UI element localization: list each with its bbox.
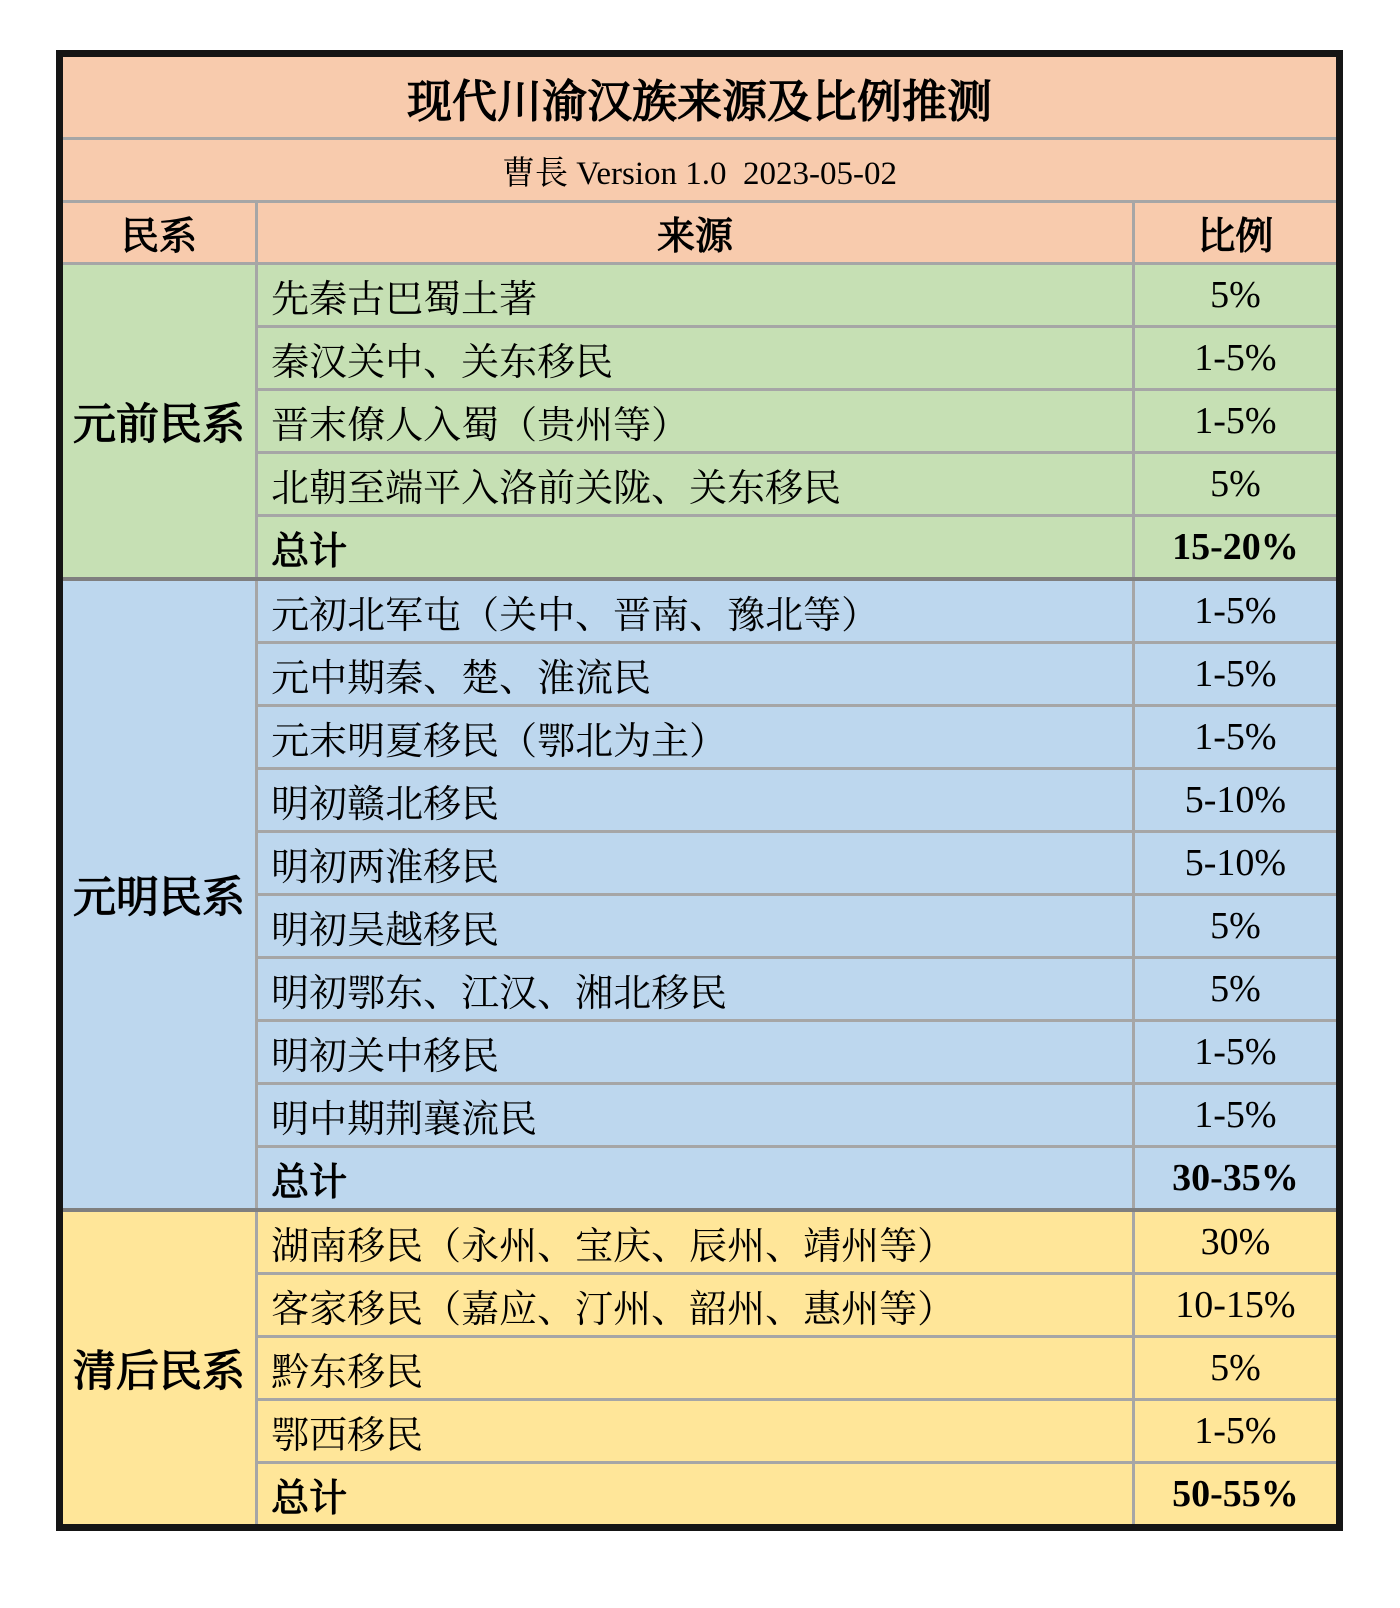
source-cell: 元初北军屯（关中、晋南、豫北等） — [257, 579, 1134, 643]
column-header-group: 民系 — [60, 202, 257, 264]
group-cell-yuan-ming: 元明民系 — [60, 579, 257, 1210]
ratio-cell: 5% — [1133, 264, 1339, 327]
origin-proportion-table-wrap — [56, 50, 1343, 1531]
ratio-cell: 5-10% — [1133, 832, 1339, 895]
section-pre-yuan — [60, 264, 1340, 580]
source-cell: 明初鄂东、江汉、湘北移民 — [257, 958, 1134, 1021]
column-header-source: 来源 — [257, 202, 1134, 264]
group-cell-post-qing: 清后民系 — [60, 1210, 257, 1528]
ratio-cell: 1-5% — [1133, 1021, 1339, 1084]
table-row — [60, 1210, 1340, 1274]
ratio-cell: 1-5% — [1133, 1084, 1339, 1147]
ratio-cell: 5-10% — [1133, 769, 1339, 832]
table-row — [60, 579, 1340, 643]
ratio-cell: 10-15% — [1133, 1274, 1339, 1337]
ratio-cell: 1-5% — [1133, 643, 1339, 706]
source-cell: 鄂西移民 — [257, 1400, 1134, 1463]
ratio-cell: 5% — [1133, 895, 1339, 958]
group-cell-pre-yuan: 元前民系 — [60, 264, 257, 580]
source-cell: 元中期秦、楚、淮流民 — [257, 643, 1134, 706]
source-cell: 先秦古巴蜀土著 — [257, 264, 1134, 327]
source-cell: 元末明夏移民（鄂北为主） — [257, 706, 1134, 769]
table-row — [60, 264, 1340, 327]
column-header-ratio: 比例 — [1133, 202, 1339, 264]
table-subtitle: 曹長 Version 1.0 2023-05-02 — [60, 139, 1340, 202]
section-yuan-ming — [60, 579, 1340, 1210]
total-ratio: 50-55% — [1133, 1463, 1339, 1528]
ratio-cell: 5% — [1133, 453, 1339, 516]
column-header-row — [60, 202, 1340, 264]
source-cell: 秦汉关中、关东移民 — [257, 327, 1134, 390]
source-cell: 晋末僚人入蜀（贵州等） — [257, 390, 1134, 453]
total-ratio: 30-35% — [1133, 1147, 1339, 1211]
source-cell: 黔东移民 — [257, 1337, 1134, 1400]
source-cell: 明初两淮移民 — [257, 832, 1134, 895]
ratio-cell: 5% — [1133, 958, 1339, 1021]
source-cell: 明初关中移民 — [257, 1021, 1134, 1084]
ratio-cell: 30% — [1133, 1210, 1339, 1274]
ratio-cell: 1-5% — [1133, 706, 1339, 769]
source-cell: 明中期荆襄流民 — [257, 1084, 1134, 1147]
source-cell: 明初赣北移民 — [257, 769, 1134, 832]
source-cell: 北朝至端平入洛前关陇、关东移民 — [257, 453, 1134, 516]
total-label: 总计 — [257, 1463, 1134, 1528]
total-ratio: 15-20% — [1133, 516, 1339, 580]
source-cell: 明初吴越移民 — [257, 895, 1134, 958]
title-row — [60, 54, 1340, 139]
source-cell: 客家移民（嘉应、汀州、韶州、惠州等） — [257, 1274, 1134, 1337]
ratio-cell: 1-5% — [1133, 390, 1339, 453]
total-label: 总计 — [257, 1147, 1134, 1211]
ratio-cell: 5% — [1133, 1337, 1339, 1400]
origin-proportion-table — [56, 50, 1343, 1531]
ratio-cell: 1-5% — [1133, 579, 1339, 643]
table-title: 现代川渝汉族来源及比例推测 — [60, 54, 1340, 139]
total-label: 总计 — [257, 516, 1134, 580]
source-cell: 湖南移民（永州、宝庆、辰州、靖州等） — [257, 1210, 1134, 1274]
ratio-cell: 1-5% — [1133, 327, 1339, 390]
ratio-cell: 1-5% — [1133, 1400, 1339, 1463]
subtitle-row — [60, 139, 1340, 202]
section-post-qing — [60, 1210, 1340, 1528]
